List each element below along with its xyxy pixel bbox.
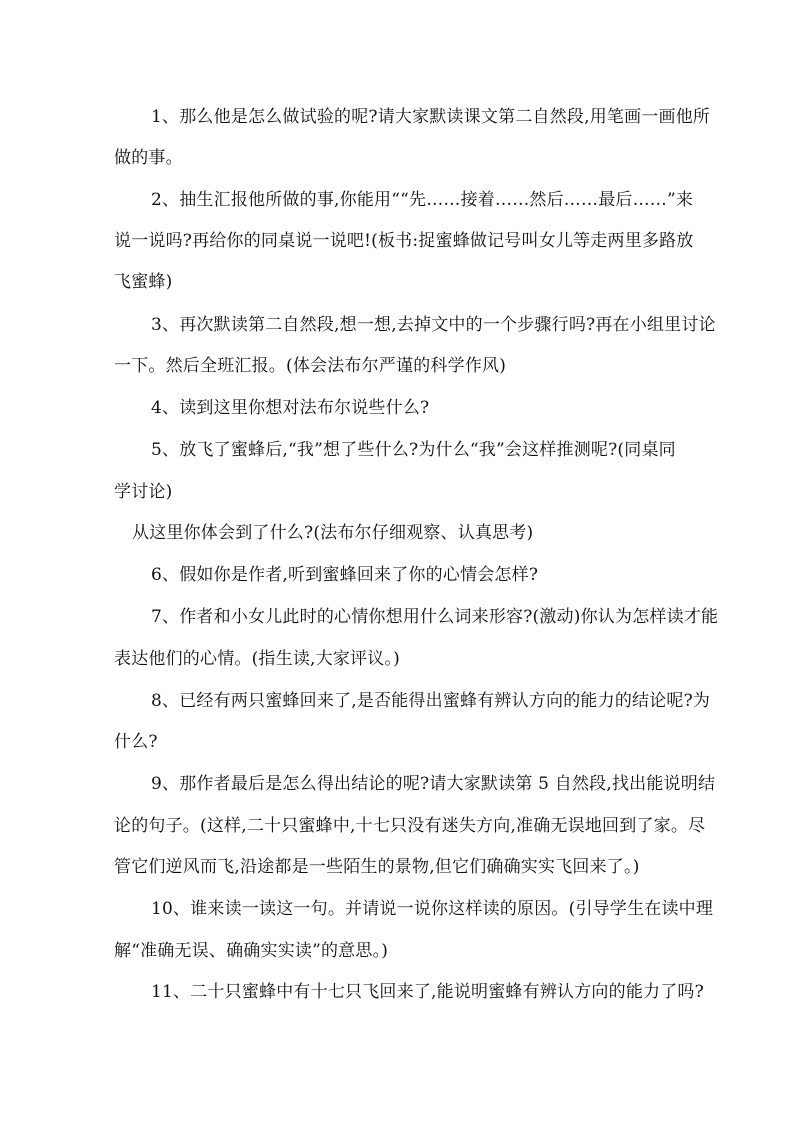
q5-line-2: 学讨论)	[114, 482, 173, 502]
q10-line-1: 10、谁来读一读这一句。并请说一说你这样读的原因。(引导学生在读中理	[151, 899, 714, 919]
q9-line-2: 论的句子。(这样,二十只蜜蜂中,十七只没有迷失方向,准确无误地回到了家。尽	[114, 816, 706, 836]
q11-line: 11、二十只蜜蜂中有十七只飞回来了,能说明蜜蜂有辨认方向的能力了吗?	[151, 982, 704, 1002]
q3-line-2: 一下。然后全班汇报。(体会法布尔严谨的科学作风)	[114, 356, 507, 376]
q2-line-1: 2、抽生汇报他所做的事,你能用““先……接着……然后……最后……”来	[151, 190, 694, 210]
q1-line-1: 1、那么他是怎么做试验的呢?请大家默读课文第二自然段,用笔画一画他所	[151, 107, 711, 127]
q2-line-2: 说一说吗?再给你的同桌说一说吧!(板书:捉蜜蜂做记号叫女儿等走两里多路放	[114, 231, 694, 251]
q10-line-2: 解“准确无误、确确实实读”的意思。)	[114, 941, 389, 961]
q3-line-1: 3、再次默读第二自然段,想一想,去掉文中的一个步骤行吗?再在小组里讨论	[151, 315, 716, 335]
q4-line: 4、读到这里你想对法布尔说些什么?	[151, 398, 430, 418]
q1-line-2: 做的事。	[114, 148, 183, 168]
q6-line: 6、假如你是作者,听到蜜蜂回来了你的心情会怎样?	[151, 565, 539, 585]
q8-line-2: 什么?	[114, 732, 158, 752]
q7-line-2: 表达他们的心情。(指生读,大家评议。)	[114, 649, 400, 669]
q9-line-1: 9、那作者最后是怎么得出结论的呢?请大家默读第 5 自然段,找出能说明结	[151, 774, 716, 794]
q2-line-3: 飞蜜蜂)	[114, 272, 173, 292]
q5-followup-line: 从这里你体会到了什么?(法布尔仔细观察、认真思考)	[132, 523, 534, 543]
q9-line-3: 管它们逆风而飞,沿途都是一些陌生的景物,但它们确确实实飞回来了。)	[114, 857, 640, 877]
q7-line-1: 7、作者和小女儿此时的心情你想用什么词来形容?(激动)你认为怎样读才能	[151, 607, 719, 627]
q8-line-1: 8、已经有两只蜜蜂回来了,是否能得出蜜蜂有辨认方向的能力的结论呢?为	[151, 691, 711, 711]
q5-line-1: 5、放飞了蜜蜂后,“我”想了些什么?为什么“我”会这样推测呢?(同桌同	[151, 440, 676, 460]
